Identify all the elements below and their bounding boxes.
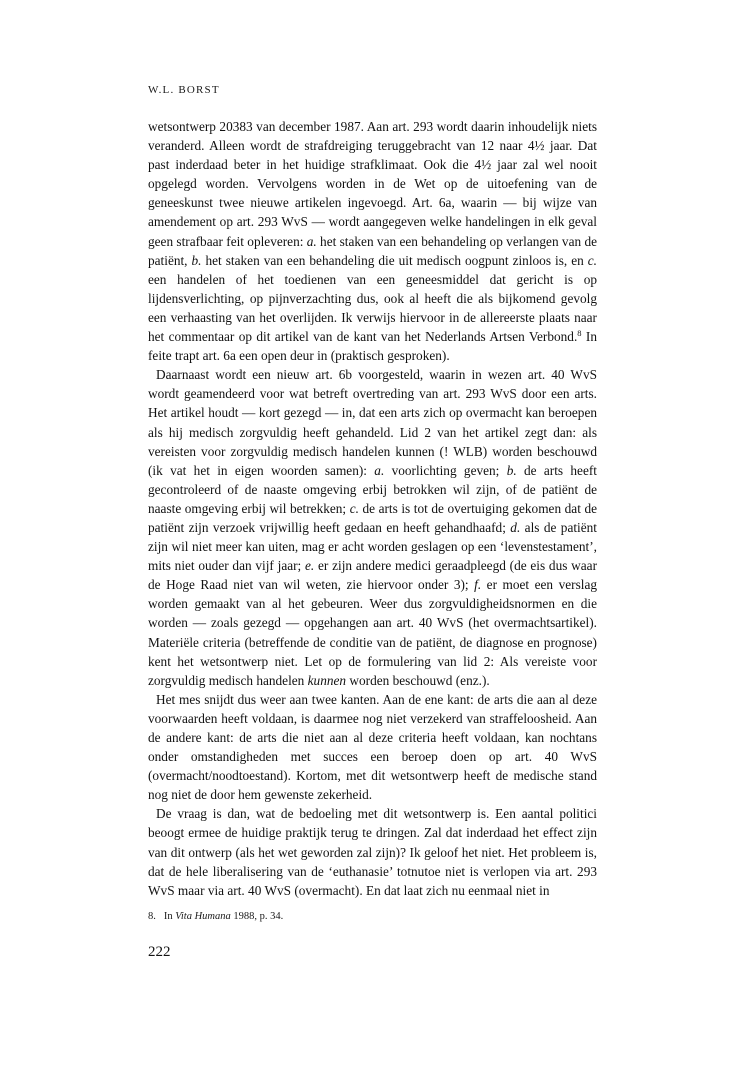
footnote-reference: 8 — [577, 328, 582, 339]
text-segment: er moet een verslag worden gemaakt van al het gebeuren. Weer dus zorgvuldigheidsnormen en die worden — zoals gezegd — opgehangen aan art. 40 WvS (het overmachtsartikel). Materiële criteria (betreffende de conditie van de patiënt, de diagnose en prognose) kent het wetsontwerp niet. Let op de formulering van lid 2: Als vereiste voor zorgvuldig medisch handelen — [148, 577, 597, 688]
text-segment: het staken van een behandeling op verlangen van de patiënt, — [148, 233, 597, 268]
text-segment: de arts heeft gecontroleerd of de naaste omgeving erbij betrokken wil zijn, of de patiënt de naaste omgeving erbij wil betrekken; — [148, 462, 597, 516]
paragraph-4 — [148, 804, 597, 899]
footnote-text — [164, 911, 283, 922]
text-emphasis: d. — [510, 519, 521, 535]
footnote-emphasis: Vita Humana — [175, 911, 231, 922]
text-emphasis: e. — [305, 558, 315, 574]
paragraph-2 — [148, 365, 597, 690]
text-segment: worden beschouwd (enz.). — [346, 672, 490, 688]
footnote-segment: 1988, p. 34. — [230, 911, 284, 922]
paragraph-1 — [148, 117, 597, 365]
body-text — [148, 117, 597, 900]
text-emphasis: b. — [506, 462, 517, 478]
text-emphasis: f. — [474, 577, 482, 593]
text-emphasis: a. — [306, 233, 317, 249]
text-segment: wetsontwerp 20383 van december 1987. Aan art. 293 wordt daarin inhoudelijk niets veranderd. Alleen wordt de strafdreiging teruggebracht van 12 naar 4½ jaar. Dat past inderdaad beter in het huidige strafklimaat. Ook die 4½ jaar zal wel nooit opgelegd worden. Vervolgens worden in de Wet op de uitoefening van de geneeskunst twee nieuwe artikelen ingevoegd. Art. 6a, waarin — bij wijze van amendement op art. 293 WvS — wordt aangegeven welke handelingen in elk geval geen strafbaar feit opleveren: — [148, 119, 597, 249]
page-number: 222 — [148, 944, 171, 960]
text-segment: als de patiënt zijn wil niet meer kan uiten, mag er acht worden geslagen op een ‘levenstestament’, mits niet ouder dan vijf jaar; — [148, 519, 597, 574]
footnote — [148, 911, 283, 922]
text-segment: de arts is tot de overtuiging gekomen dat de patiënt zijn verzoek vrijwillig heeft gedaan en heeft gehandhaafd; — [148, 500, 598, 535]
text-segment: er zijn andere medici geraadpleegd (de eis dus waar de Hoge Raad niet van wil weten, zie hiervoor onder 3); — [148, 558, 597, 593]
text-emphasis: kunnen — [307, 672, 347, 688]
text-segment: De vraag is dan, wat de bedoeling met dit wetsontwerp is. Een aantal politici beoogt ermee de huidige praktijk terug te dringen. Zal dat inderdaad het effect zijn van dit ontwerp (als het wet geworden zal zijn)? Ik geloof het niet. Het probleem is, dat de hele liberalisering van de ‘euthanasie’ totnutoe niet is verlopen via art. 293 WvS maar via art. 40 WvS (overmacht). En dat laat zich nu eenmaal niet in — [148, 806, 597, 898]
text-segment: voorlichting geven; — [384, 462, 507, 478]
paragraph-3 — [148, 690, 597, 805]
text-segment: het staken van een behandeling die uit medisch oogpunt zinloos is, en — [201, 252, 588, 268]
text-emphasis: c. — [587, 252, 597, 268]
text-segment: In feite trapt art. 6a een open deur in (praktisch gesproken). — [148, 329, 597, 364]
text-emphasis: c. — [349, 500, 359, 516]
footnote-segment: In — [163, 911, 176, 922]
text-segment: Daarnaast wordt een nieuw art. 6b voorgesteld, waarin in wezen art. 40 WvS wordt geamendeerd voor wat betreft overtreding van art. 293 WvS door een arts. Het artikel houdt — kort gezegd — in, dat een arts zich op overmacht kan beroepen als hij medisch zorgvuldig heeft gehandeld. Lid 2 van het artikel zegt dan: als vereisten voor zorgvuldig medisch handelen kunnen (! WLB) worden beschouwd (ik vat het in eigen woorden samen): — [148, 367, 597, 478]
footnote-number: 8. — [148, 911, 156, 922]
text-segment: Het mes snijdt dus weer aan twee kanten. Aan de ene kant: de arts die aan al deze voorwaarden heeft voldaan, is daarmee nog niet verzekerd van straffeloosheid. Aan de andere kant: de arts die niet aan al deze criteria heeft voldaan, kan nochtans onder omstandigheden met succes een beroep doen op art. 40 WvS (overmacht/noodtoestand). Kortom, met dit wetsontwerp heeft de medische stand nog niet de door hem gewenste zekerheid. — [148, 691, 597, 803]
text-emphasis: b. — [191, 252, 202, 268]
running-head: W.L. BORST — [148, 84, 220, 96]
text-emphasis: a. — [374, 462, 385, 478]
text-segment: een handelen of het toedienen van een geneesmiddel dat gericht is op lijdensverlichting, op pijnverzachting dus, ook al heeft die als bijkomend gevolg een verhaasting van het overlijden. Ik verwijs hiervoor in de allereerste plaats naar het commentaar op dit artikel van de kant van het Nederlands Artsen Verbond. — [148, 271, 597, 345]
